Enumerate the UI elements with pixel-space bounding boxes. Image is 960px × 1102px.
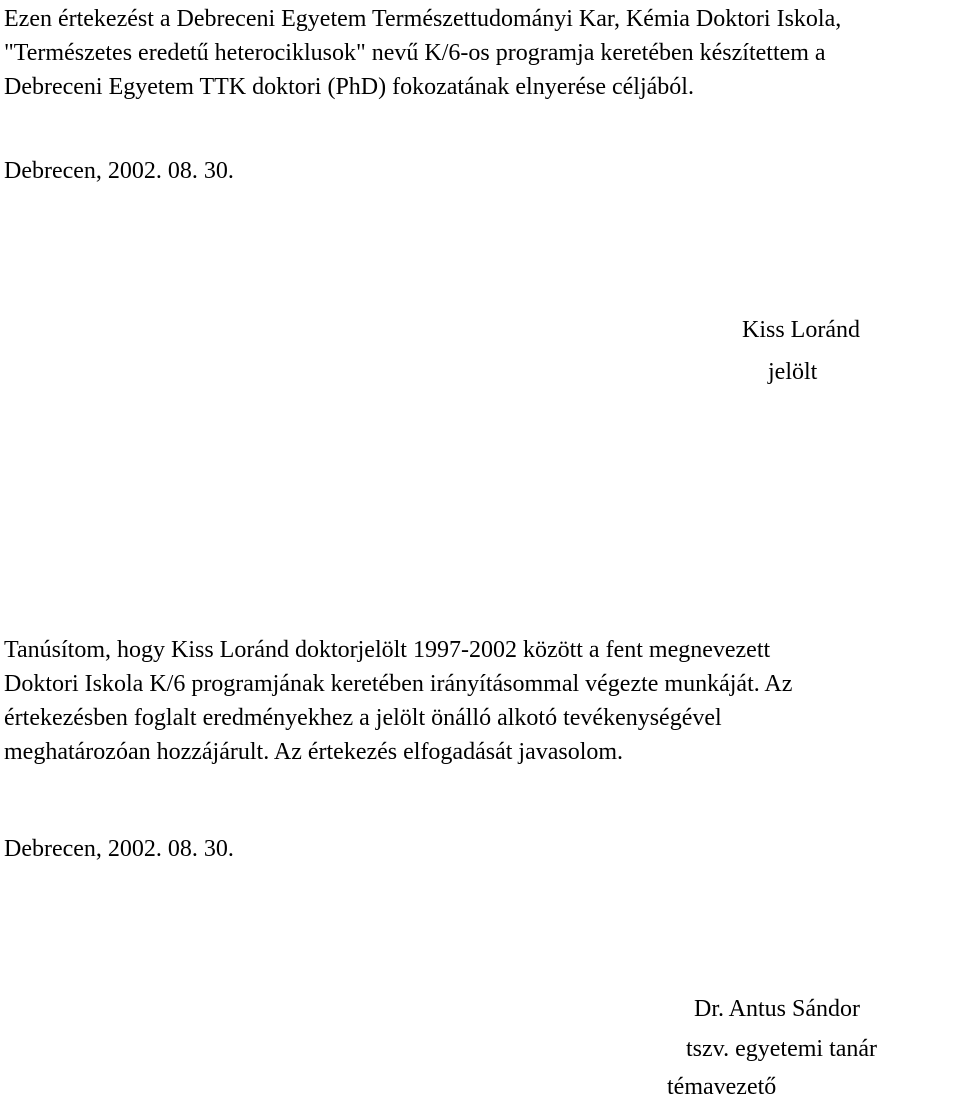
intro-line: Ezen értekezést a Debreceni Egyetem Természettudományi Kar, Kémia Doktori Iskola,: [4, 6, 842, 32]
certification-paragraph: [4, 633, 792, 769]
supervisor-role: témavezető: [667, 1074, 777, 1100]
certification-line: értekezésben foglalt eredményekhez a jelölt önálló alkotó tevékenységével: [4, 705, 722, 731]
date-first: Debrecen, 2002. 08. 30.: [4, 158, 234, 184]
intro-line: "Természetes eredetű heterociklusok" nevű K/6-os programja keretében készítettem a: [4, 40, 826, 66]
certification-line: meghatározóan hozzájárult. Az értekezés elfogadását javasolom.: [4, 739, 624, 765]
candidate-name: Kiss Loránd: [742, 317, 860, 343]
intro-paragraph: [4, 2, 841, 104]
supervisor-title: tszv. egyetemi tanár: [686, 1036, 878, 1062]
certification-line: Doktori Iskola K/6 programjának keretében irányításommal végezte munkáját. Az: [4, 671, 793, 697]
candidate-role: jelölt: [768, 359, 818, 385]
date-second: Debrecen, 2002. 08. 30.: [4, 836, 234, 862]
supervisor-name: Dr. Antus Sándor: [694, 996, 861, 1022]
certification-line: Tanúsítom, hogy Kiss Loránd doktorjelölt 1997-2002 között a fent megnevezett: [4, 637, 771, 663]
intro-line: Debreceni Egyetem TTK doktori (PhD) fokozatának elnyerése céljából.: [4, 74, 694, 100]
